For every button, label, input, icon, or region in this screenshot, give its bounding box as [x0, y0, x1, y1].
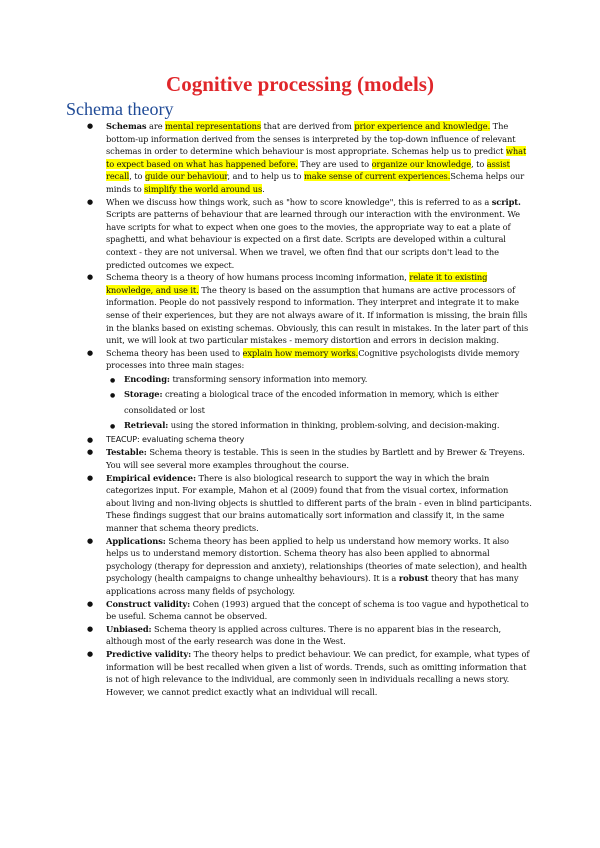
stage-item-encoding: ● Encoding: transforming sensory information into memory. — [106, 372, 532, 388]
term-schemas: Schemas — [106, 121, 147, 131]
list-item-scripts: ● When we discuss how things work, such as "how to score knowledge", this is referred to as a script. Scripts are patterns of behaviour that are learned through our interaction with the environment. We have scripts for what to expect when one goes to the movies, the appropriate way to eat a plate of spaghetti, and what behaviour is expected on a first date. Scripts are developed within a cultural context - they are not universal. When we travel, we often find that our scripts don't lead to the predicted outcomes we expect. — [84, 196, 532, 272]
highlight: mental representations — [165, 121, 262, 131]
highlight: organize our knowledge — [371, 158, 472, 169]
list-item-teacup: ● TEACUP: evaluating schema theory — [84, 434, 532, 447]
page-title: Cognitive processing (models) — [166, 72, 434, 96]
memory-stages-list — [106, 372, 532, 434]
highlight: explain how memory works. — [242, 347, 359, 358]
eval-item-predictive-validity: ● Predictive validity: The theory helps to predict behaviour. We can predict, for example, what types of information will be best recalled when given a list of words. Trends, such as omitting information that is not of high relevance to the individual, are commonly seen in individuals recalling a news story. However, we cannot predict exactly what an individual will recall. — [84, 648, 532, 698]
eval-item-construct-validity: ● Construct validity: Cohen (1993) argued that the concept of schema is too vague and hypothetical to be useful. Schema cannot be observed. — [84, 598, 532, 623]
stage-item-storage: ● Storage: creating a biological trace of the encoded information in memory, which is either consolidated or lost — [106, 387, 532, 418]
stage-item-retrieval: ● Retrieval: using the stored information in thinking, problem-solving, and decision-making. — [106, 418, 532, 434]
highlight: guide our behaviour — [144, 171, 228, 182]
highlight: make sense of current experiences. — [303, 171, 451, 182]
eval-item-testable: ● Testable: Schema theory is testable. This is seen in the studies by Bartlett and by Brewer & Treyens. You will see several more examples throughout the course. — [84, 446, 532, 471]
schema-bullet-list — [84, 120, 532, 698]
highlight: relate it to existing knowledge, and use it. — [106, 272, 488, 295]
eval-item-applications: ● Applications: Schema theory has been applied to help us understand how memory works. It also helps us to understand memory distortion. Schema theory has also been applied to abnormal psychology (therapy for depression and anxiety), relationships (theories of mate selection), and health psychology (health campaigns to change unhealthy behaviours). It is a robust theory that has many applications across many fields of psychology. — [84, 535, 532, 598]
section-heading: Schema theory — [66, 99, 174, 119]
highlight: prior experience and knowledge. — [354, 121, 491, 131]
eval-item-unbiased: ● Unbiased: Schema theory is applied across cultures. There is no apparent bias in the research, although most of the early research was done in the West. — [84, 623, 532, 648]
list-item-schema-theory: ● Schema theory is a theory of how humans process incoming information, relate it to existing knowledge, and use it. The theory is based on the assumption that humans are active processors of information. People do not passively respond to information. They interpret and integrate it to make sense of their experiences, but they are not always aware of it. If information is missing, the brain fills in the blanks based on existing schemas. Obviously, this can result in mistakes. In the later part of this unit, we will look at two particular mistakes - memory distortion and errors in decision making. — [84, 271, 532, 347]
highlight: simplify the world around us — [144, 183, 263, 194]
term-script: script. — [491, 196, 521, 207]
eval-item-empirical: ● Empirical evidence: There is also biological research to support the way in which the brain categorizes input. For example, Mahon et al (2009) found that from the visual cortex, information about living and non-living objects is shuttled to different parts of the brain - even in blind participants. These findings suggest that our brains automatically sort information and classify it, in the same manner that schema theory predicts. — [84, 472, 532, 535]
highlight: assist recall — [106, 158, 510, 182]
highlight: what to expect based on what has happened before. — [106, 146, 527, 169]
list-item-schemas: ● Schemas are mental representations that are derived from prior experience and knowledge. The bottom-up information derived from the senses is interpreted by the top-down influence of relevant schemas in order to determine which behaviour is most appropriate. Schemas help us to predict what to expect based on what has happened before. They are used to organize our knowledge, to assist recall, to guide our behaviour, and to help us to make sense of current experiences.Schema helps our minds to simplify the world around us. — [84, 120, 532, 196]
list-item-memory: ● Schema theory has been used to explain how memory works.Cognitive psychologists divide memory processes into three main stages: ● Encoding: transforming sensory information into memory. ● Storage: creating a biological trace of the encoded information in memory, which is either consolidated or lost ● Retrieval: using the stored information in thinking, problem-solving, and decision-making. — [84, 347, 532, 434]
